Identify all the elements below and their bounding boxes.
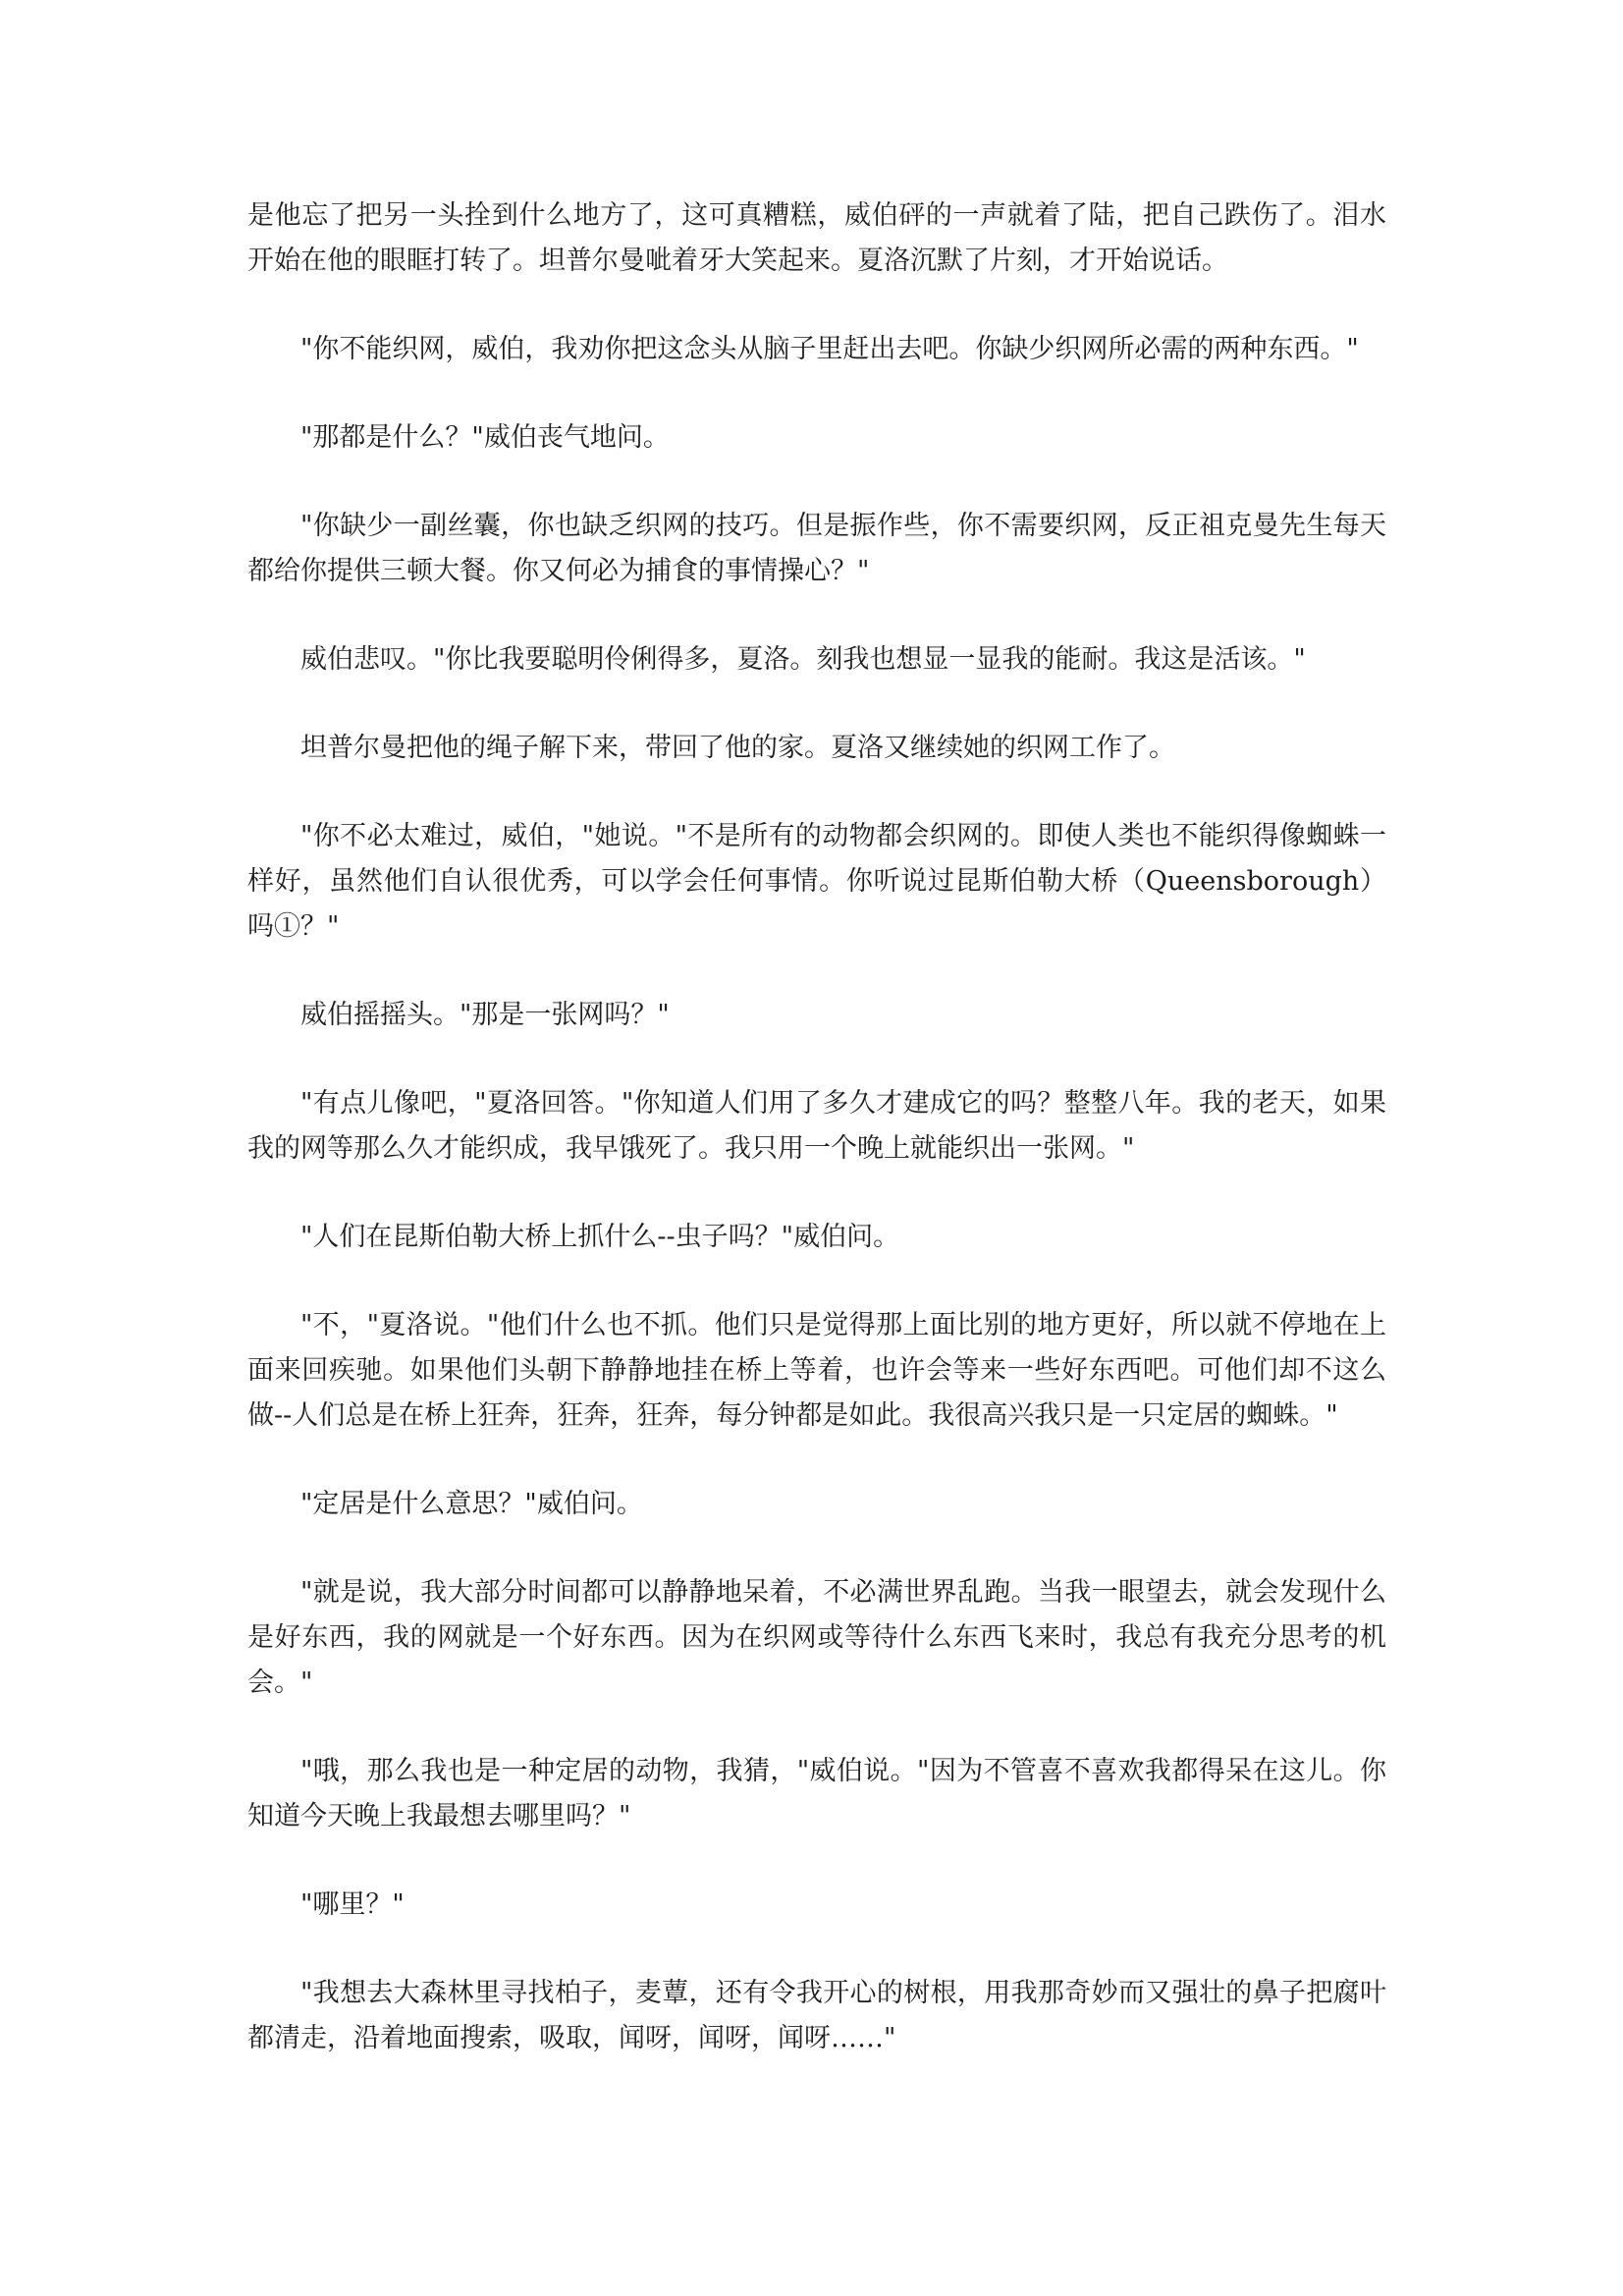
paragraph: 是他忘了把另一头拴到什么地方了，这可真糟糕，威伯砰的一声就着了陆，把自己跌伤了。泪水开始在他的眼眶打转了。坦普尔曼呲着牙大笑起来。夏洛沉默了片刻，才开始说话。 (247, 200, 1386, 276)
paragraph: "有点儿像吧，"夏洛回答。"你知道人们用了多久才建成它的吗？整整八年。我的老天，如果我的网等那么久才能织成，我早饿死了。我只用一个晚上就能织出一张网。" (247, 1088, 1386, 1164)
paragraph: "那都是什么？"威伯丧气地问。 (300, 422, 670, 453)
paragraph: "定居是什么意思？"威伯问。 (300, 1489, 643, 1519)
paragraph: "就是说，我大部分时间都可以静静地呆着，不必满世界乱跑。当我一眼望去，就会发现什么是好东西，我的网就是一个好东西。因为在织网或等待什么东西飞来时，我总有我充分思考的机会。" (247, 1577, 1386, 1698)
paragraph: "人们在昆斯伯勒大桥上抓什么--虫子吗？"威伯问。 (300, 1222, 900, 1252)
paragraph: "不，"夏洛说。"他们什么也不抓。他们只是觉得那上面比别的地方更好，所以就不停地在上面来回疾驰。如果他们头朝下静静地挂在桥上等着，也许会等来一些好东西吧。可他们却不这么做--人们总是在桥上狂奔，狂奔，狂奔，每分钟都是如此。我很高兴我只是一只定居的蜘蛛。" (247, 1310, 1386, 1431)
paragraph: "你不能织网，威伯，我劝你把这念头从脑子里赶出去吧。你缺少织网所必需的两种东西。" (300, 334, 1359, 364)
paragraph: "我想去大森林里寻找柏子，麦蕈，还有令我开心的树根，用我那奇妙而又强壮的鼻子把腐叶都清走，沿着地面搜索，吸取，闻呀，闻呀，闻呀……" (247, 1978, 1386, 2053)
paragraph: 威伯悲叹。"你比我要聪明伶俐得多，夏洛。刻我也想显一显我的能耐。我这是活该。" (300, 644, 1306, 675)
paragraph: 威伯摇摇头。"那是一张网吗？" (300, 1000, 670, 1030)
paragraph: "你不必太难过，威伯，"她说。"不是所有的动物都会织网的。即使人类也不能织得像蜘蛛一样好，虽然他们自认很优秀，可以学会任何事情。你听说过昆斯伯勒大桥（Queensborough）吗①？" (247, 821, 1386, 942)
document-body (247, 193, 1386, 2105)
paragraph: "哪里？" (300, 1889, 405, 1920)
paragraph: "哦，那么我也是一种定居的动物，我猜，"威伯说。"因为不管喜不喜欢我都得呆在这儿。你知道今天晚上我最想去哪里吗？" (247, 1756, 1386, 1831)
paragraph: 坦普尔曼把他的绳子解下来，带回了他的家。夏洛又继续她的织网工作了。 (300, 733, 1175, 763)
paragraph: "你缺少一副丝囊，你也缺乏织网的技巧。但是振作些，你不需要织网，反正祖克曼先生每天都给你提供三顿大餐。你又何必为捕食的事情操心？" (247, 511, 1386, 586)
